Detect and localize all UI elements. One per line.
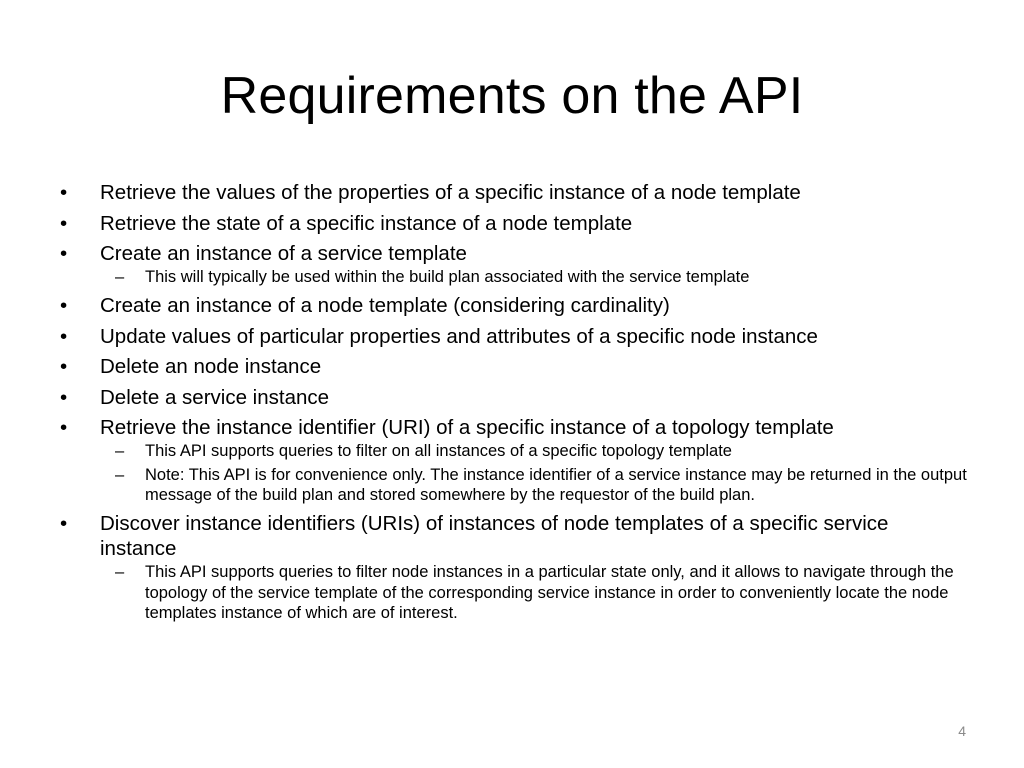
bullet-item [60, 354, 970, 379]
sub-bullet-item [100, 465, 970, 506]
slide-title: Requirements on the API [220, 67, 804, 125]
bullet-marker-icon: • [60, 211, 68, 235]
bullet-text: Retrieve the state of a specific instance of a node template [100, 211, 633, 235]
sub-bullet-text: This API supports queries to filter on all instances of a specific topology template [145, 442, 732, 460]
sub-bullet-text: This API supports queries to filter node instances in a particular state only, and it allows to navigate through the topology of the service template of the corresponding service instance in order to conveniently locate the node templates instance of which are of interest. [145, 563, 954, 622]
sub-bullet-item [100, 267, 970, 288]
bullet-marker-icon: • [60, 416, 68, 439]
bullet-item [60, 324, 970, 349]
sub-bullet-text: Note: This API is for convenience only. The instance identifier of a service instance may be returned in the output message of the build plan and stored somewhere by the requestor of the build plan. [145, 465, 967, 504]
bullet-item [60, 211, 970, 236]
sub-bullet-text: This will typically be used within the build plan associated with the service template [145, 268, 750, 286]
bullet-text: Create an instance of a service template [100, 242, 467, 265]
bullet-text: Update values of particular properties and attributes of a specific node instance [100, 324, 818, 348]
bullet-marker-icon: • [60, 181, 68, 204]
sub-bullet-list [100, 267, 970, 288]
bullet-text: Create an instance of a node template (considering cardinality) [100, 294, 670, 317]
bullet-item [60, 293, 970, 318]
sub-bullet-item [100, 441, 970, 462]
bullet-marker-icon: • [60, 355, 68, 378]
bullet-text: Delete a service instance [100, 385, 330, 409]
bullet-marker-icon: • [60, 512, 68, 535]
bullet-marker-icon: • [60, 294, 68, 317]
bullet-item [60, 241, 970, 288]
bullet-item [60, 180, 970, 205]
bullet-text: Delete an node instance [100, 355, 322, 378]
sub-bullet-item [100, 562, 970, 624]
page-number: 4 [958, 723, 966, 739]
sub-bullet-list [100, 562, 970, 624]
bullet-item [60, 511, 970, 624]
bullet-text: Discover instance identifiers (URIs) of instances of node templates of a specific service instance [100, 512, 889, 560]
bullet-marker-icon: • [60, 324, 68, 348]
sub-bullet-list [100, 441, 970, 506]
bullet-text: Retrieve the instance identifier (URI) of a specific instance of a topology template [100, 416, 834, 439]
dash-marker-icon: – [115, 563, 125, 581]
dash-marker-icon: – [115, 442, 125, 460]
bullet-marker-icon: • [60, 242, 68, 265]
bullet-item [60, 415, 970, 506]
bullet-text: Retrieve the values of the properties of a specific instance of a node template [100, 181, 801, 204]
bullet-marker-icon: • [60, 385, 68, 409]
bullet-list [60, 180, 970, 629]
bullet-item [60, 385, 970, 410]
dash-marker-icon: – [115, 465, 125, 484]
dash-marker-icon: – [115, 268, 125, 286]
